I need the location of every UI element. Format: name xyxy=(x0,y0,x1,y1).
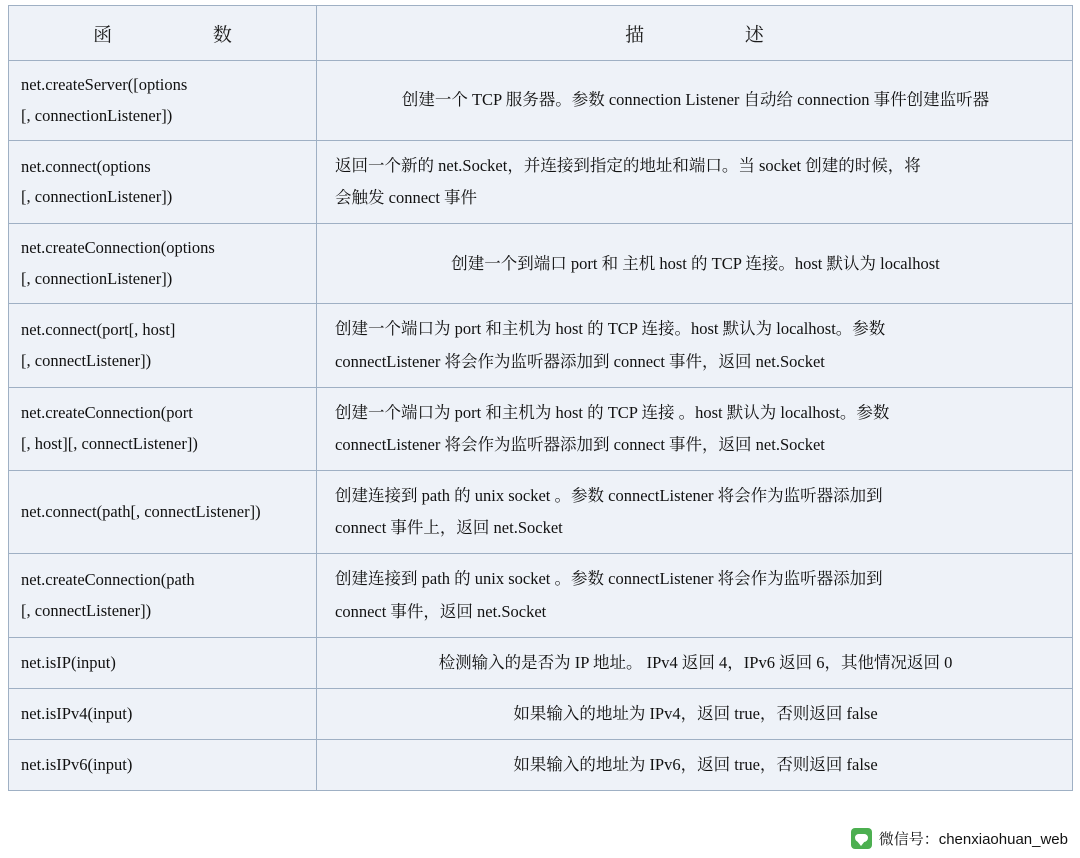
watermark-text: 微信号：chenxiaohuan_web xyxy=(878,831,1068,848)
table-row xyxy=(9,304,1073,387)
description-line: connect 事件上，返回 net.Socket xyxy=(335,518,563,538)
function-signature-line: net.connect(port[, host] xyxy=(21,320,176,340)
function-signature-line: [, connectListener]) xyxy=(21,600,152,620)
function-cell xyxy=(9,304,317,387)
description-line: 创建一个到端口 port 和 主机 host 的 TCP 连接。host 默认为 localhost xyxy=(451,253,940,273)
description-line: 创建一个端口为 port 和主机为 host 的 TCP 连接 。host 默认为 localhost。参数 xyxy=(335,402,890,422)
table-row xyxy=(9,61,1073,141)
function-signature-line: [, connectionListener]) xyxy=(21,268,173,288)
function-cell xyxy=(9,141,317,224)
description-line: 如果输入的地址为 IPv6，返回 true，否则返回 false xyxy=(513,755,878,775)
description-line: 创建一个 TCP 服务器。参数 connection Listener 自动给 connection 事件创建监听器 xyxy=(401,90,990,110)
description-cell xyxy=(317,61,1073,141)
description-line: 会触发 connect 事件 xyxy=(335,188,478,208)
function-signature-line: net.createServer([options xyxy=(21,75,188,94)
table-row xyxy=(9,688,1073,739)
description-cell xyxy=(317,740,1073,791)
description-line: 创建连接到 path 的 unix socket 。参数 connectListener 将会作为监听器添加到 xyxy=(335,569,883,589)
function-cell xyxy=(9,224,317,304)
description-cell xyxy=(317,688,1073,739)
function-cell xyxy=(9,471,317,554)
column-header-description-label: 描 述 xyxy=(625,24,785,46)
table-row xyxy=(9,224,1073,304)
function-cell xyxy=(9,688,317,739)
function-signature-line: net.createConnection(path xyxy=(21,570,195,590)
function-signature-line: net.createConnection(options xyxy=(21,238,215,258)
table-row xyxy=(9,387,1073,470)
function-signature-line: net.connect(path[, connectListener]) xyxy=(21,502,261,521)
function-signature-line: net.isIPv4(input) xyxy=(21,703,133,723)
column-header-function-label: 函 数 xyxy=(93,24,253,46)
table-row xyxy=(9,141,1073,224)
description-cell xyxy=(317,304,1073,387)
watermark xyxy=(845,825,1074,852)
function-signature-line: [, connectionListener]) xyxy=(21,187,173,207)
description-line: connectListener 将会作为监听器添加到 connect 事件，返回 net.Socket xyxy=(335,434,825,454)
description-line: 创建连接到 path 的 unix socket 。参数 connectListener 将会作为监听器添加到 xyxy=(335,486,883,506)
table-header xyxy=(9,6,1073,61)
description-line: 创建一个端口为 port 和主机为 host 的 TCP 连接。host 默认为 localhost。参数 xyxy=(335,319,886,339)
table-header-row xyxy=(9,6,1073,61)
function-cell xyxy=(9,637,317,688)
table-row xyxy=(9,554,1073,637)
function-cell xyxy=(9,61,317,141)
description-line: connectListener 将会作为监听器添加到 connect 事件，返回 net.Socket xyxy=(335,351,825,371)
description-cell xyxy=(317,141,1073,224)
description-line: 返回一个新的 net.Socket，并连接到指定的地址和端口。当 socket 创建的时候，将 xyxy=(335,156,921,176)
description-line: 如果输入的地址为 IPv4，返回 true，否则返回 false xyxy=(513,703,878,723)
description-cell xyxy=(317,637,1073,688)
description-line: 检测输入的是否为 IP 地址。 IPv4 返回 4，IPv6 返回 6，其他情况返回 0 xyxy=(438,652,953,672)
table-body xyxy=(9,61,1073,791)
description-cell xyxy=(317,224,1073,304)
function-signature-line: [, host][, connectListener]) xyxy=(21,433,198,453)
function-cell xyxy=(9,554,317,637)
function-cell xyxy=(9,387,317,470)
function-signature-line: net.isIP(input) xyxy=(21,652,116,672)
function-signature-line: net.createConnection(port xyxy=(21,403,193,423)
description-cell xyxy=(317,554,1073,637)
api-reference-table xyxy=(8,5,1073,791)
document-page xyxy=(0,5,1080,858)
description-cell xyxy=(317,387,1073,470)
table-row xyxy=(9,740,1073,791)
function-signature-line: net.isIPv6(input) xyxy=(21,754,133,774)
table-row xyxy=(9,471,1073,554)
column-header-function xyxy=(9,6,317,61)
function-signature-line: net.connect(options xyxy=(21,156,151,176)
function-cell xyxy=(9,740,317,791)
function-signature-line: [, connectListener]) xyxy=(21,350,152,370)
column-header-description xyxy=(317,6,1073,61)
function-signature-line: [, connectionListener]) xyxy=(21,105,173,125)
description-line: connect 事件，返回 net.Socket xyxy=(335,601,547,621)
wechat-icon xyxy=(851,828,872,849)
table-row xyxy=(9,637,1073,688)
description-cell xyxy=(317,471,1073,554)
